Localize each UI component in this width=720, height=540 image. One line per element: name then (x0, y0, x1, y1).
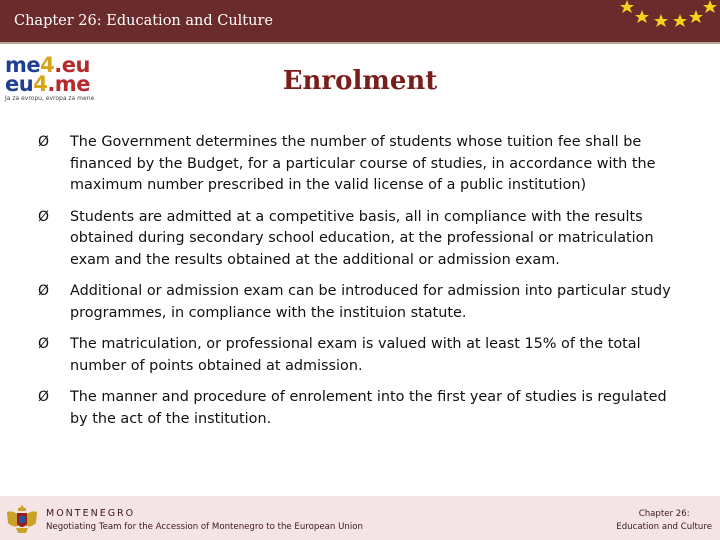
chapter-title: Chapter 26: Education and Culture (14, 13, 273, 29)
arrow-bullet-icon: Ø (38, 134, 50, 150)
star-icon (635, 10, 649, 23)
star-icon (703, 0, 717, 13)
arrow-bullet-icon: Ø (38, 208, 50, 225)
list-item: Ø The manner and procedure of enrolement into the first year of studies is regulated by the act of the institution. (38, 389, 667, 427)
list-item: Ø Students are admitted at a competitive basis, all in compliance with the results obtained during secondary school education, at the professional or matriculation exam and the results obtained at the additional or admission exam. (38, 208, 654, 268)
arrow-bullet-icon: Ø (38, 283, 50, 299)
star-icon (620, 0, 634, 13)
header-bar (0, 0, 720, 44)
footer-chapter: Chapter 26: Education and Culture (616, 509, 712, 532)
arrow-bullet-icon: Ø (38, 389, 50, 405)
star-icon (654, 14, 668, 27)
star-icon (673, 14, 687, 27)
arrow-bullet-icon: Ø (38, 336, 50, 352)
footer-country: MONTENEGRO (46, 508, 136, 519)
montenegro-coat-of-arms-icon (4, 502, 40, 536)
star-icon (689, 10, 703, 23)
bullet-list (38, 132, 688, 440)
logo-line-1: me4.eu (5, 53, 90, 77)
list-item: Ø The matriculation, or professional exam is valued with at least 15% of the total number of points obtained at admission. (38, 336, 641, 374)
footer-bar (0, 496, 720, 540)
header-divider (0, 42, 720, 44)
logo-line-2: eu4.me (5, 72, 90, 96)
logo-tagline: Ja za evropu, evropa za mene (5, 95, 95, 102)
slide-title: Enrolment (282, 66, 438, 96)
list-item: Ø Additional or admission exam can be introduced for admission into particular study programmes, in compliance with the instituion statute. (38, 283, 671, 321)
eu-stars-icon (614, 0, 720, 36)
footer-team-name: Negotiating Team for the Accession of Montenegro to the European Union (46, 522, 363, 532)
list-item: Ø The Government determines the number of students whose tuition fee shall be financed by the Budget, for a particular course of studies, in accordance with the maximum number prescribed in the valid license of a public institution) (38, 134, 656, 193)
